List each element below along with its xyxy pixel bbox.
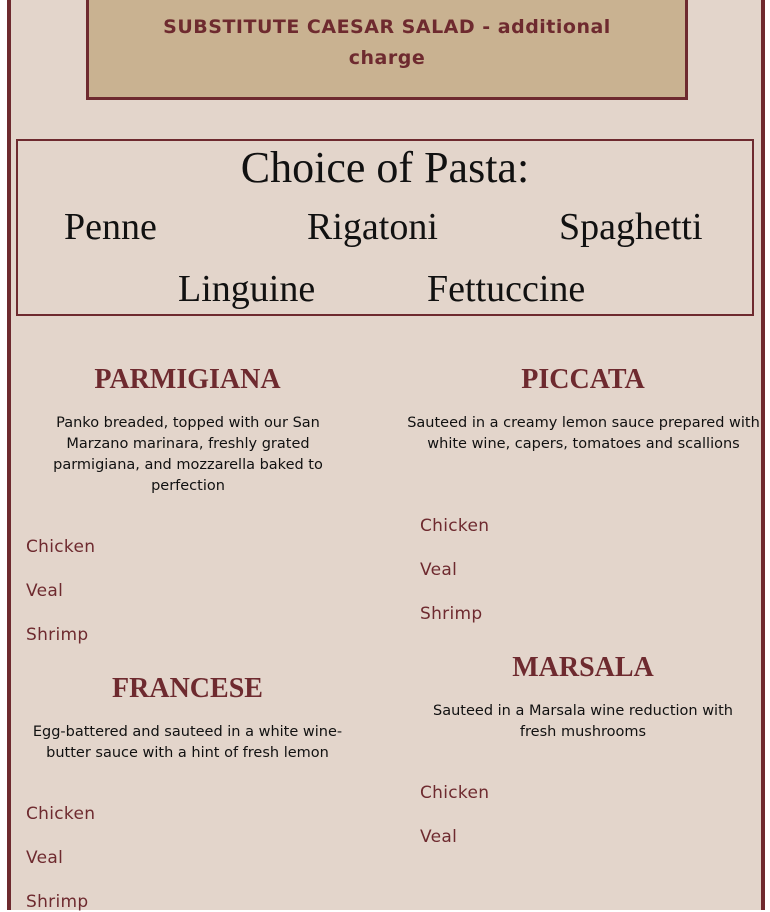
dish-title-marsala: MARSALA: [512, 652, 654, 683]
marsala-option-chicken[interactable]: Chicken: [420, 783, 490, 803]
dish-description-francese: Egg-battered and sauteed in a white wine-butter sauce with a hint of fresh lemon: [32, 724, 343, 761]
piccata-option-veal[interactable]: Veal: [420, 560, 458, 580]
pasta-choice-box: [16, 139, 754, 316]
pasta-option-rigatoni: Rigatoni: [307, 206, 438, 248]
piccata-option-shrimp[interactable]: Shrimp: [420, 604, 483, 624]
banner-text: SUBSTITUTE CAESAR SALAD - additional charge: [163, 16, 611, 69]
parmigiana-option-chicken[interactable]: Chicken: [26, 537, 96, 557]
caesar-substitute-banner: [86, 0, 688, 100]
parmigiana-option-shrimp[interactable]: Shrimp: [26, 625, 89, 645]
francese-option-chicken[interactable]: Chicken: [26, 804, 96, 824]
pasta-option-penne: Penne: [64, 206, 157, 248]
menu-page: [7, 0, 765, 910]
dish-description-parmigiana: Panko breaded, topped with our San Marzano marinara, freshly grated parmigiana, and mozzarella baked to perfection: [53, 415, 323, 494]
parmigiana-option-veal[interactable]: Veal: [26, 581, 64, 601]
pasta-option-linguine: Linguine: [178, 268, 316, 310]
dish-title-francese: FRANCESE: [112, 673, 263, 704]
dish-title-parmigiana: PARMIGIANA: [94, 364, 281, 395]
dish-description-marsala: Sauteed in a Marsala wine reduction with fresh mushrooms: [433, 703, 733, 740]
pasta-title: Choice of Pasta:: [240, 143, 530, 192]
pasta-option-spaghetti: Spaghetti: [559, 206, 703, 248]
francese-option-shrimp[interactable]: Shrimp: [26, 892, 89, 912]
piccata-option-chicken[interactable]: Chicken: [420, 516, 490, 536]
dish-description-piccata: Sauteed in a creamy lemon sauce prepared with white wine, capers, tomatoes and scallions: [407, 415, 760, 452]
pasta-option-fettuccine: Fettuccine: [427, 268, 586, 310]
dish-title-piccata: PICCATA: [521, 364, 645, 395]
marsala-option-veal[interactable]: Veal: [420, 827, 458, 847]
francese-option-veal[interactable]: Veal: [26, 848, 64, 868]
